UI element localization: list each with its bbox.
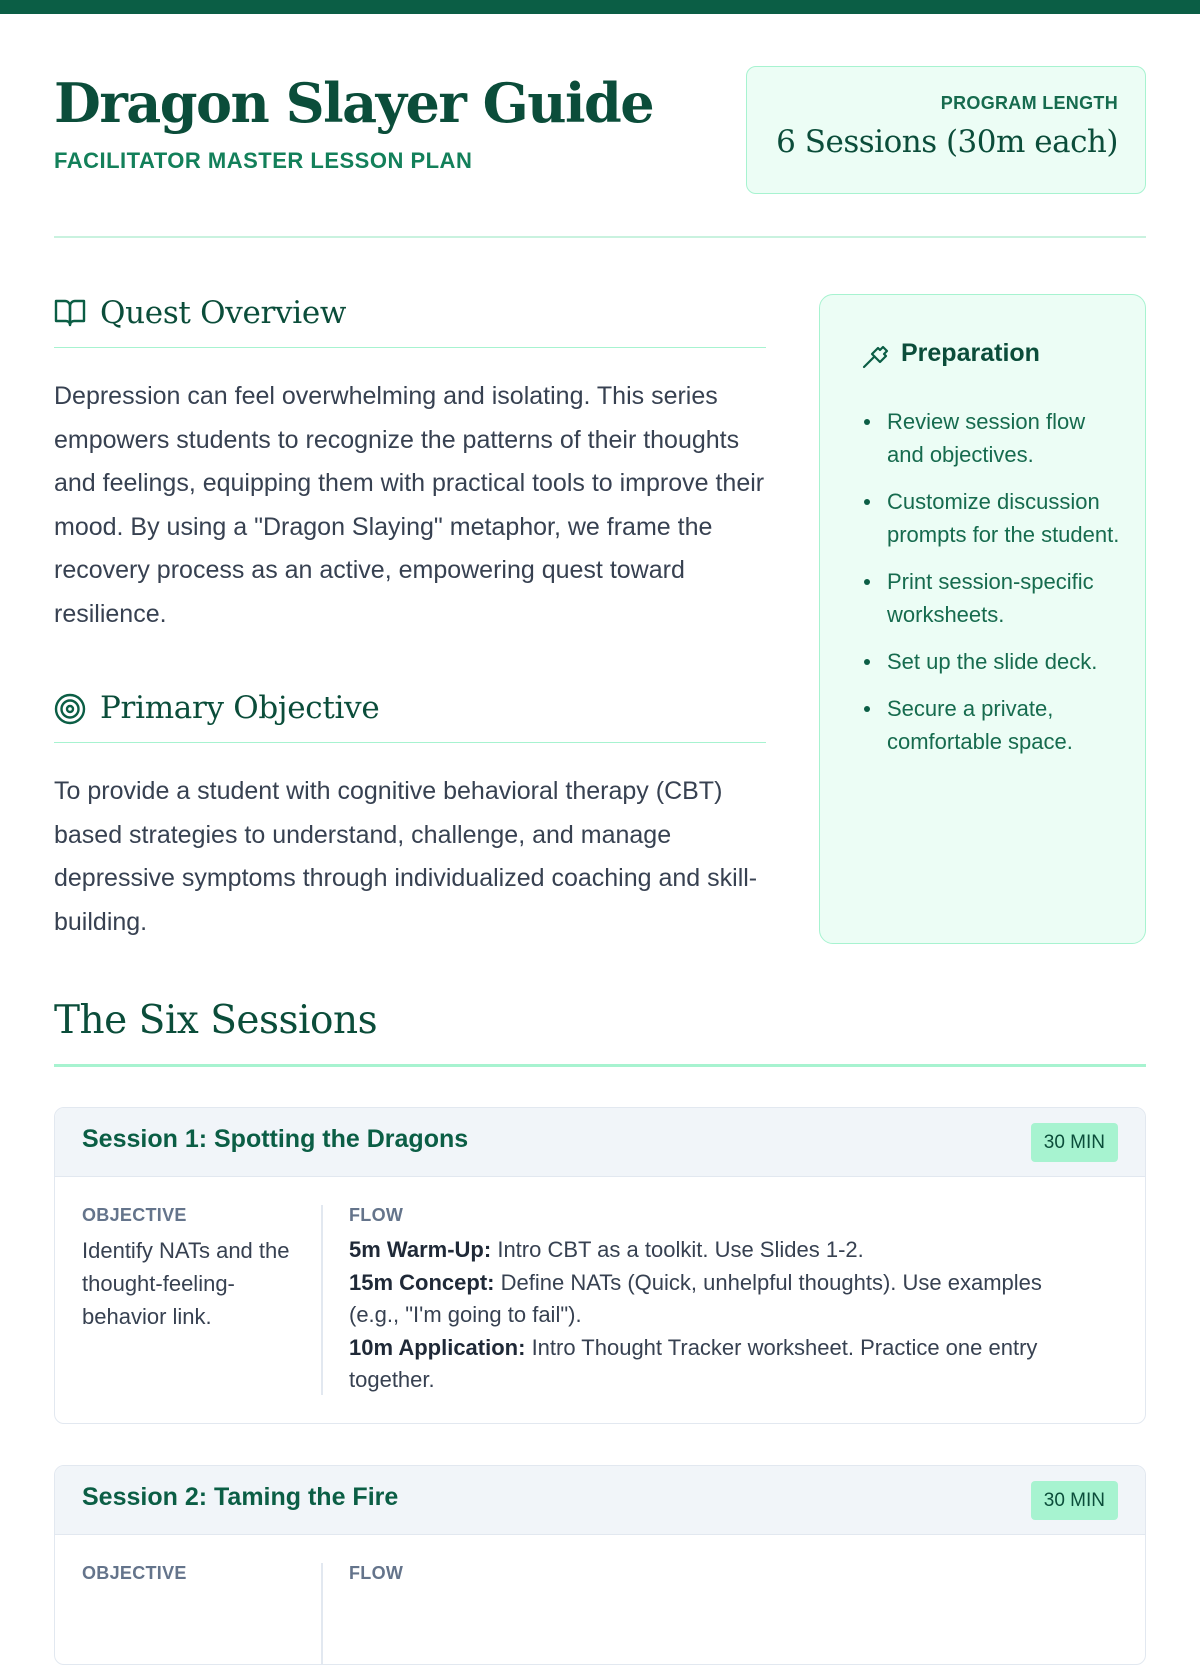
flow-step-text: Define NATs (Quick, unhelpful thoughts). Use examples (e.g., "I'm going to fail"). bbox=[349, 1269, 1042, 1327]
session-card-body bbox=[55, 1535, 1145, 1665]
session-card-body bbox=[55, 1177, 1145, 1423]
target-icon bbox=[54, 693, 86, 725]
program-length-value: 6 Sessions (30m each) bbox=[776, 124, 1118, 160]
duration-badge: 30 MIN bbox=[1031, 1123, 1118, 1162]
flow-step-text: Intro CBT as a toolkit. Use Slides 1-2. bbox=[497, 1237, 864, 1262]
objective-label: OBJECTIVE bbox=[82, 1563, 187, 1583]
session-objective bbox=[82, 1205, 297, 1333]
top-accent-bar bbox=[0, 0, 1200, 14]
session-card bbox=[54, 1107, 1146, 1424]
quest-overview-heading bbox=[54, 292, 766, 348]
session-objective bbox=[82, 1563, 297, 1592]
page-subtitle: FACILITATOR MASTER LESSON PLAN bbox=[54, 148, 473, 173]
page-header bbox=[54, 66, 1146, 198]
flow-label: FLOW bbox=[349, 1563, 404, 1583]
preparation-item: Customize discussion prompts for the student. bbox=[862, 485, 1124, 551]
flow-step bbox=[349, 1332, 1079, 1397]
flow-step bbox=[349, 1234, 1079, 1267]
page-title: Dragon Slayer Guide bbox=[54, 71, 654, 135]
sessions-divider bbox=[54, 1064, 1146, 1067]
column-divider bbox=[321, 1563, 323, 1665]
flow-step-text: Intro Thought Tracker worksheet. Practice one entry together. bbox=[349, 1334, 1038, 1392]
duration-badge: 30 MIN bbox=[1031, 1481, 1118, 1520]
session-flow bbox=[349, 1205, 1079, 1397]
header-divider bbox=[54, 236, 1146, 238]
preparation-list bbox=[862, 405, 1124, 772]
column-divider bbox=[321, 1205, 323, 1395]
primary-objective-text: To provide a student with cognitive behavioral therapy (CBT) based strategies to understand, challenge, and manage depressive symptoms through individualized coaching and skill-building. bbox=[54, 777, 758, 936]
flow-step-label: 5m Warm-Up: bbox=[349, 1237, 492, 1262]
session-card-header bbox=[55, 1466, 1145, 1535]
preparation-item: Print session-specific worksheets. bbox=[862, 565, 1124, 631]
session-flow bbox=[349, 1563, 1079, 1592]
book-open-icon bbox=[54, 298, 86, 328]
objective-label: OBJECTIVE bbox=[82, 1205, 187, 1225]
preparation-item: Review session flow and objectives. bbox=[862, 405, 1124, 471]
session-card bbox=[54, 1465, 1146, 1665]
flow-step-label: 15m Concept: bbox=[349, 1269, 495, 1295]
session-card-header bbox=[55, 1108, 1145, 1177]
session-title: Session 2: Taming the Fire bbox=[82, 1483, 399, 1511]
quest-overview-title: Quest Overview bbox=[100, 295, 347, 331]
program-length-card bbox=[746, 66, 1146, 194]
flow-step-label: 10m Application: bbox=[349, 1334, 526, 1360]
flow-step bbox=[349, 1267, 1079, 1332]
session-title: Session 1: Spotting the Dragons bbox=[82, 1125, 469, 1153]
preparation-item: Secure a private, comfortable space. bbox=[862, 692, 1124, 758]
primary-objective-heading bbox=[54, 687, 766, 743]
preparation-title: Preparation bbox=[901, 339, 1040, 367]
hammer-icon bbox=[861, 342, 889, 370]
preparation-item: Set up the slide deck. bbox=[862, 645, 1124, 678]
quest-overview-text: Depression can feel overwhelming and isolating. This series empowers students to recognize the patterns of their thoughts and feelings, equipping them with practical tools to improve their mood. By using a "Dragon Slaying" metaphor, we frame the recovery process as an active, empowering quest toward resilience. bbox=[54, 382, 765, 628]
objective-text: Identify NATs and the thought-feeling-behavior link. bbox=[82, 1238, 290, 1329]
preparation-card bbox=[819, 294, 1146, 944]
program-length-label: PROGRAM LENGTH bbox=[940, 93, 1118, 113]
primary-objective-title: Primary Objective bbox=[100, 690, 380, 726]
flow-label: FLOW bbox=[349, 1205, 404, 1225]
sessions-heading: The Six Sessions bbox=[54, 998, 378, 1043]
